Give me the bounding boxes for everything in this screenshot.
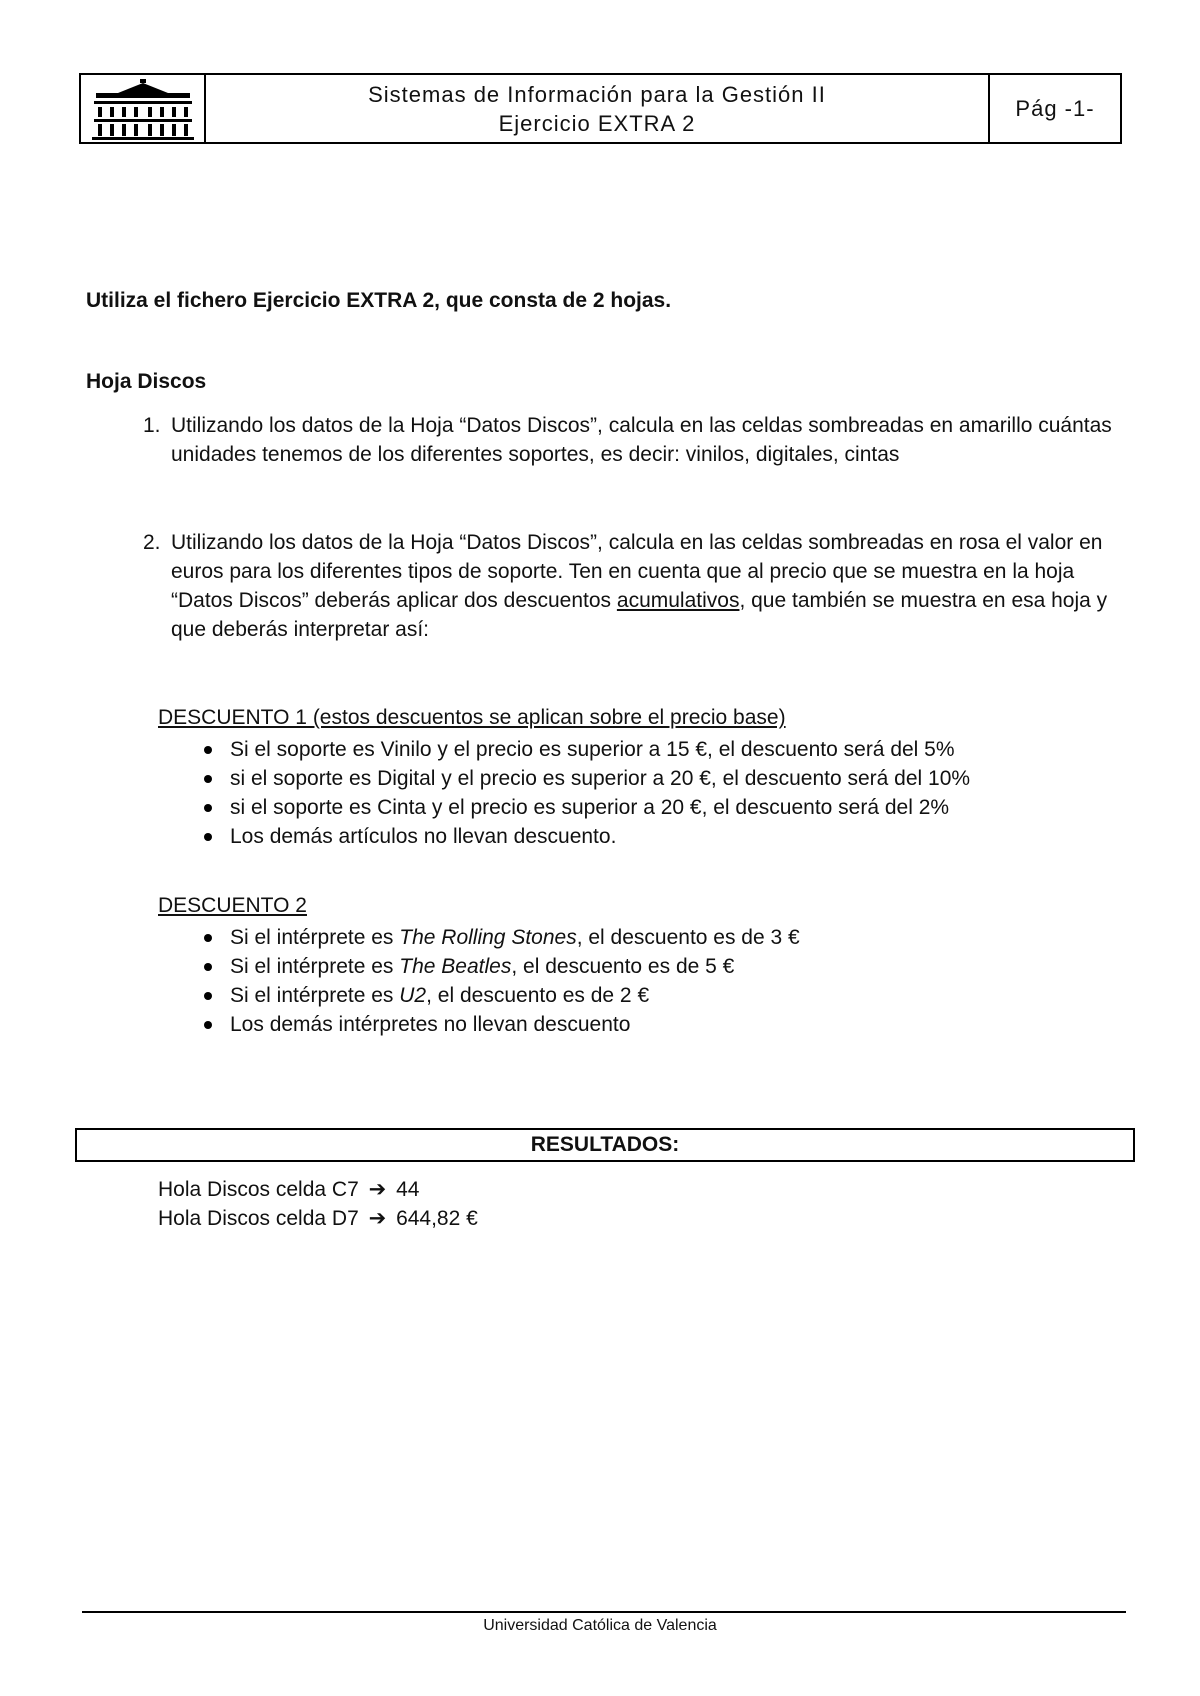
list-item-text: , el descuento es de 3 € [576, 926, 800, 949]
list-item [200, 923, 800, 952]
result-value: 44 [396, 1178, 420, 1201]
underlined-term: acumulativos [616, 589, 740, 612]
course-title: Sistemas de Información para la Gestión II [368, 81, 826, 107]
list-item: si el soporte es Digital y el precio es superior a 20 €, el descuento será del 10% [200, 764, 970, 793]
discount1-list [200, 735, 970, 851]
task-item [143, 411, 1123, 469]
footer-text: Universidad Católica de Valencia [483, 1617, 717, 1634]
discount2-list [200, 923, 800, 1039]
exercise-title: Ejercicio EXTRA 2 [498, 110, 696, 136]
task-number: 2. [143, 531, 161, 554]
task-text-part: Utilizando los datos de la Hoja “Datos Discos”, calcula en las celdas sombreadas en rosa el valor en euros para los diferentes tipos de soporte. Ten en cuenta que al precio que se muestra en la hoja “Datos Discos” deberás aplicar dos descuentos [171, 531, 1103, 612]
logo-cell [81, 75, 206, 142]
list-item-text: Si el intérprete es [230, 955, 400, 978]
list-item-text: Los demás intérpretes no llevan descuento [230, 1013, 631, 1036]
task-text-part: , que también se muestra en esa hoja y que deberás interpretar así: [171, 589, 1108, 641]
artist-name: The Beatles [399, 955, 512, 978]
task-text [171, 528, 1123, 644]
result-value: 644,82 € [396, 1207, 478, 1230]
result-line [158, 1206, 478, 1231]
result-line [158, 1177, 419, 1202]
university-building-logo [88, 77, 198, 141]
list-item: Los demás artículos no llevan descuento. [200, 822, 970, 851]
list-item-text: , el descuento es de 5 € [511, 955, 735, 978]
results-heading-box [75, 1128, 1135, 1162]
task-number: 1. [143, 414, 161, 437]
list-item [200, 981, 800, 1010]
task-text: Utilizando los datos de la Hoja “Datos Discos”, calcula en las celdas sombreadas en amarillo cuántas unidades tenemos de los diferentes soportes, es decir: vinilos, digitales, cintas [171, 414, 1112, 466]
document-header [79, 73, 1122, 144]
result-label: Hola Discos celda D7 [158, 1207, 359, 1230]
result-label: Hola Discos celda C7 [158, 1178, 359, 1201]
list-item: si el soporte es Cinta y el precio es superior a 20 €, el descuento será del 2% [200, 793, 970, 822]
discount1-title: DESCUENTO 1 (estos descuentos se aplican sobre el precio base) [158, 706, 786, 729]
task-item [143, 528, 1123, 644]
arrow-right-icon: ➔ [368, 1178, 387, 1201]
list-item-text: Si el intérprete es [230, 926, 400, 949]
artist-name: U2 [399, 984, 427, 1007]
list-item [200, 1010, 800, 1039]
results-title: RESULTADOS: [530, 1133, 680, 1156]
section-title: Hoja Discos [86, 370, 207, 393]
footer-divider [82, 1611, 1126, 1613]
list-item: Si el soporte es Vinilo y el precio es superior a 15 €, el descuento será del 5% [200, 735, 970, 764]
arrow-right-icon: ➔ [368, 1207, 387, 1230]
intro-text: Utiliza el fichero Ejercicio EXTRA 2, que consta de 2 hojas. [86, 289, 672, 312]
list-item-text: , el descuento es de 2 € [426, 984, 650, 1007]
list-item [200, 952, 800, 981]
list-item-text: Si el intérprete es [230, 984, 400, 1007]
discount2-title: DESCUENTO 2 [158, 894, 307, 917]
page-number: Pág -1- [1015, 95, 1095, 121]
header-title [206, 75, 990, 142]
artist-name: The Rolling Stones [399, 926, 577, 949]
